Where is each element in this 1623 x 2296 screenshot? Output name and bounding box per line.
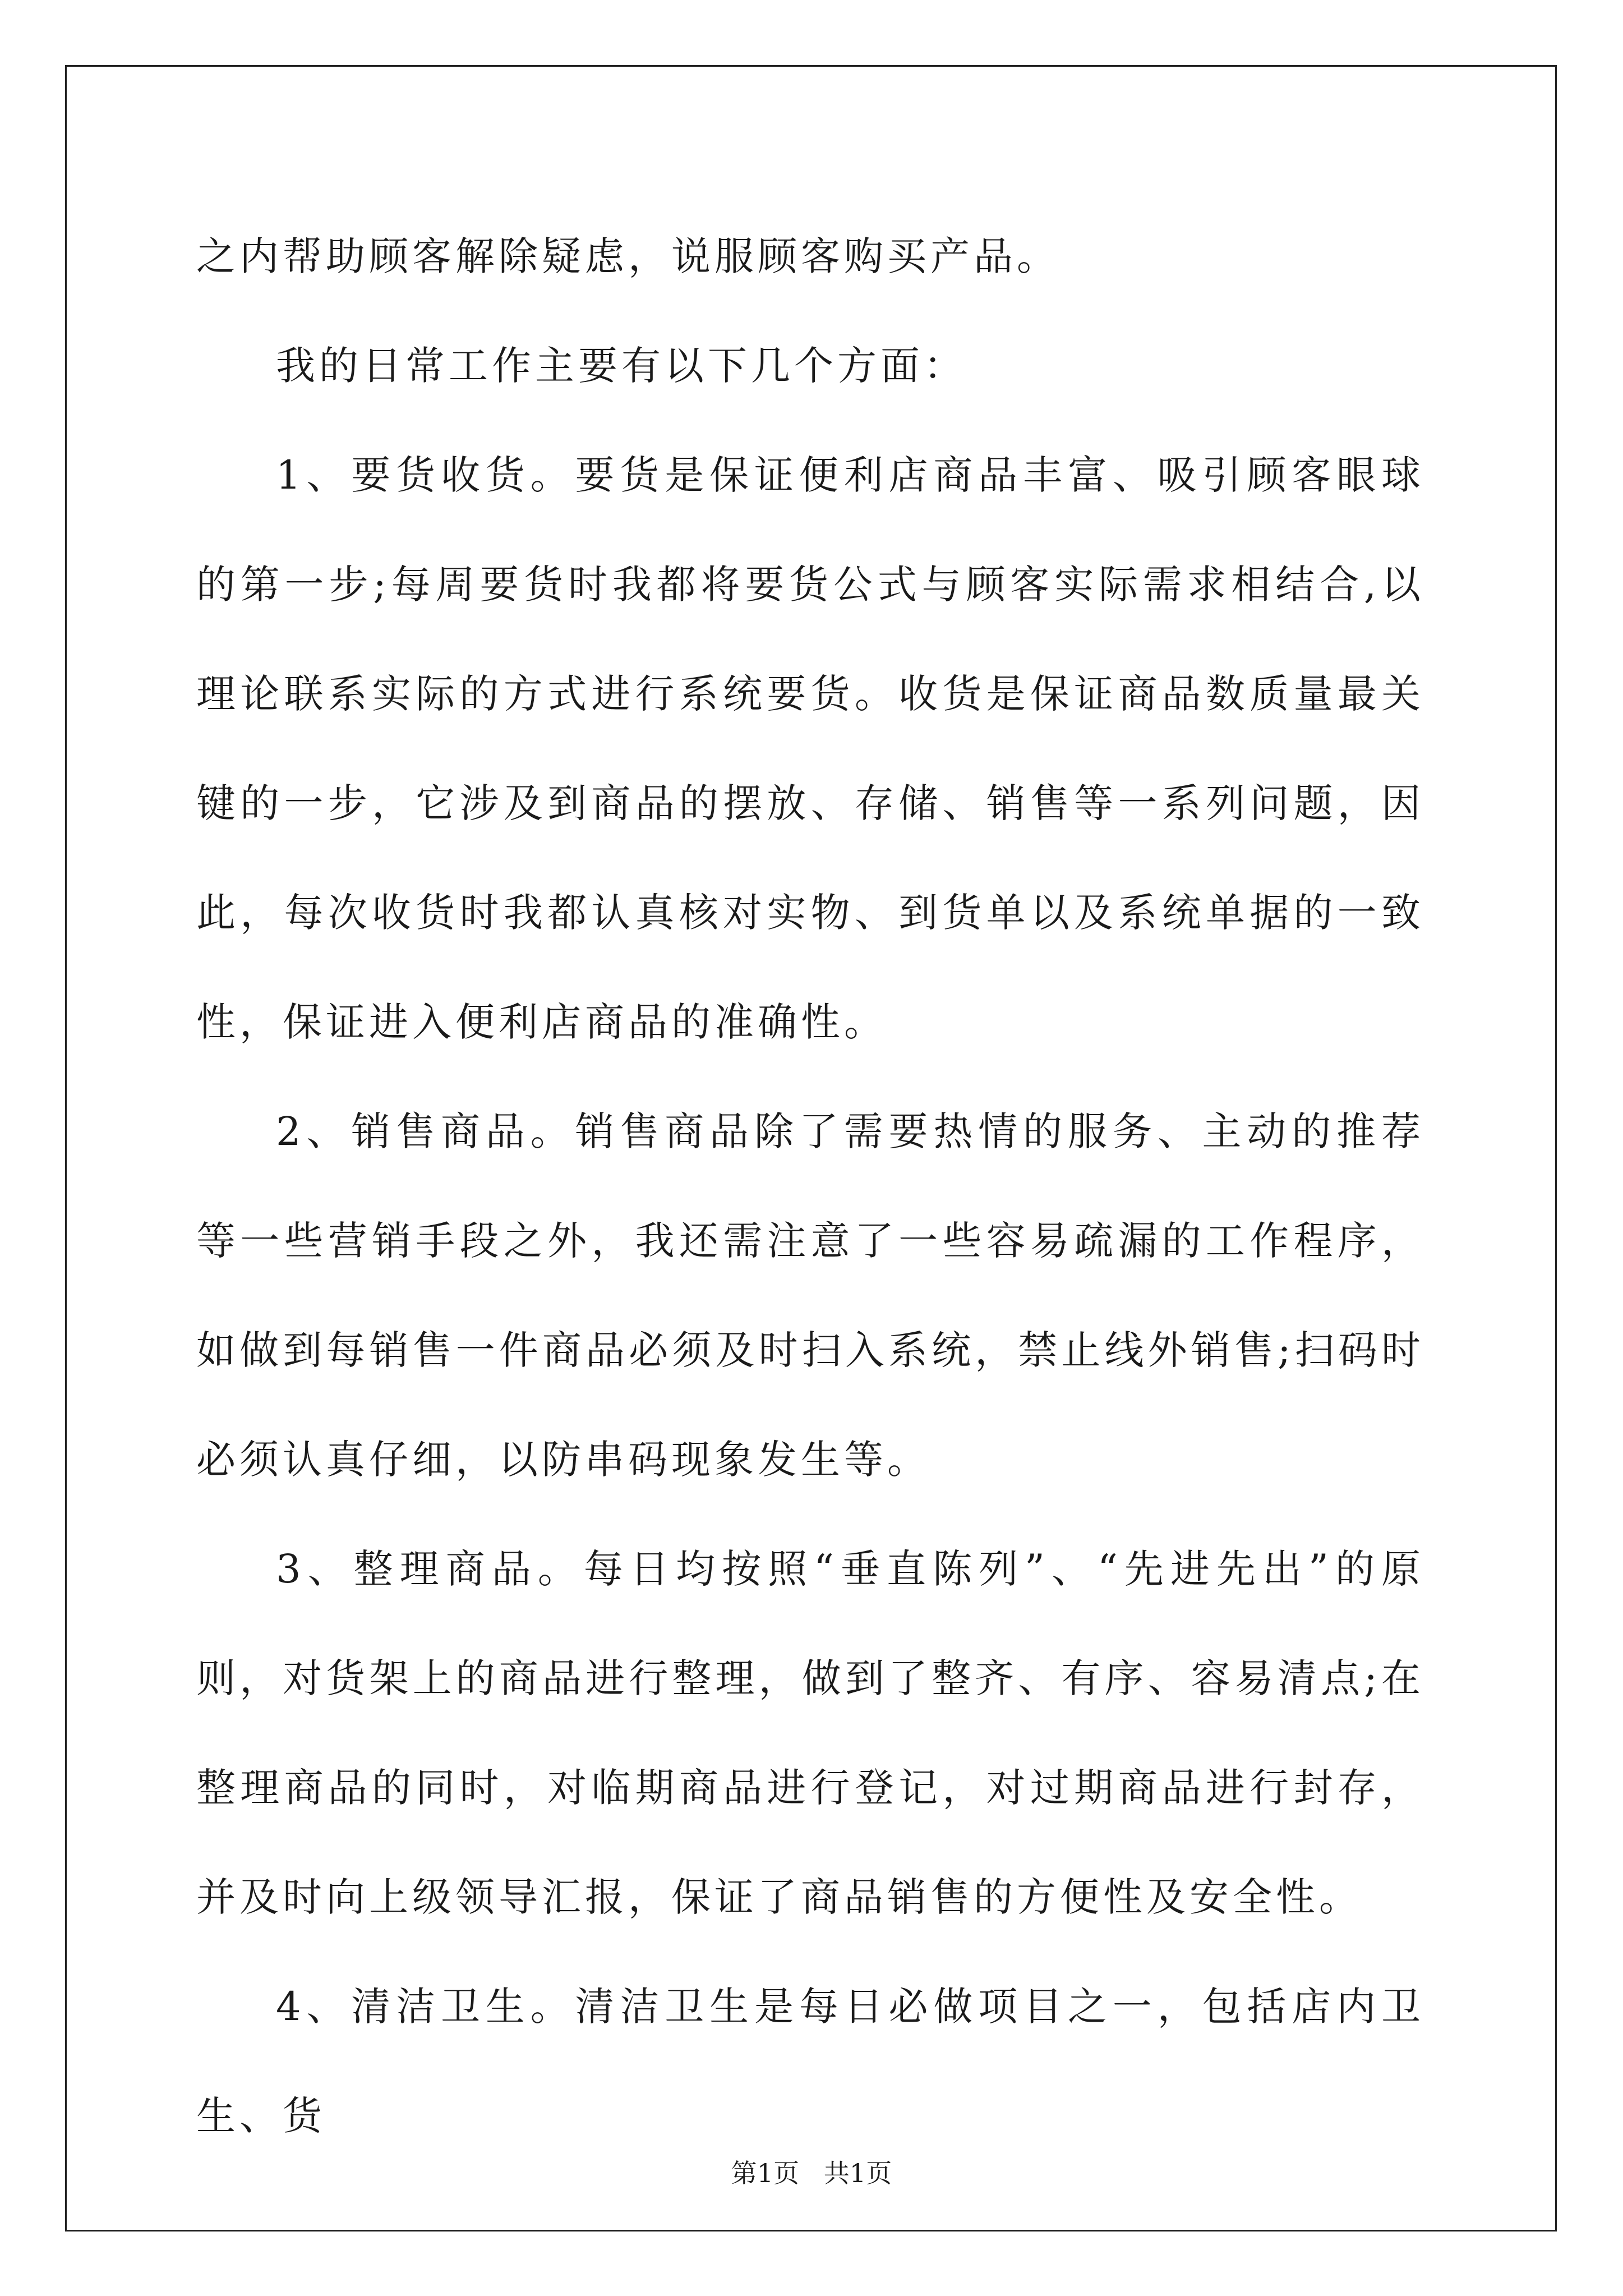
page-number-footer: 第1页 共1页 — [731, 2158, 892, 2188]
paragraph-2: 我的日常工作主要有以下几个方面： — [276, 343, 967, 389]
paragraph-6: 4、清洁卫生。清洁卫生是每日必做项目之一，包括店内卫生、货 — [196, 1984, 1424, 2139]
paragraph-3: 1、要货收货。要货是保证便利店商品丰富、吸引顾客眼球的第一步;每周要货时我都将要货公式与顾客实际需求相结合,以理论联系实际的方式进行系统要货。收货是保证商品数质量最关键的一步，它涉及到商品的摆放、存储、销售等一系列问题，因此，每次收货时我都认真核对实物、到货单以及系统单据的一致性，保证进入便利店商品的准确性。 — [196, 452, 1424, 1045]
paragraph-5: 3、整理商品。每日均按照“垂直陈列”、“先进先出”的原则，对货架上的商品进行整理，做到了整齐、有序、容易清点;在整理商品的同时，对临期商品进行登记，对过期商品进行封存，并及时向上级领导汇报，保证了商品销售的方便性及安全性。 — [196, 1546, 1424, 1920]
document-body — [196, 202, 1424, 2171]
paragraph-4: 2、销售商品。销售商品除了需要热情的服务、主动的推荐等一些营销手段之外，我还需注意了一些容易疏漏的工作程序，如做到每销售一件商品必须及时扫入系统，禁止线外销售;扫码时必须认真仔细，以防串码现象发生等。 — [196, 1108, 1424, 1483]
paragraph-1: 之内帮助顾客解除疑虑，说服顾客购买产品。 — [196, 233, 1060, 279]
